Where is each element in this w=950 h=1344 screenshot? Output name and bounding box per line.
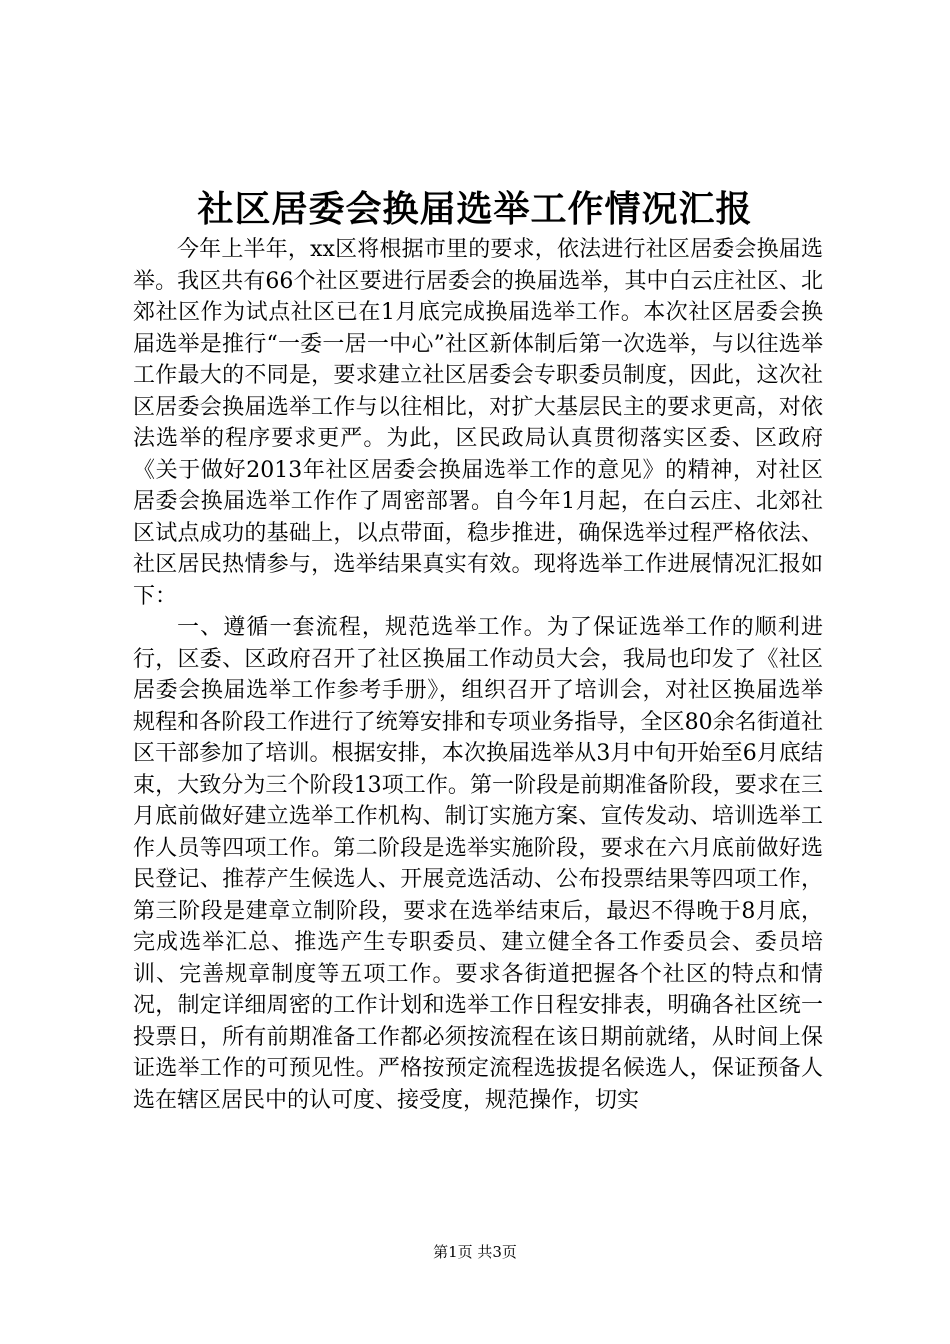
paragraph-section-one: 一、遵循一套流程，规范选举工作。为了保证选举工作的顺利进行，区委、区政府召开了社区换届工作动员大会，我局也印发了《社区居委会换届选举工作参考手册》，组织召开了培训会，对社区换届选举规程和各阶段工作进行了统筹安排和专项业务指导，全区80余名街道社区干部参加了培训。根据安排，本次换届选举从3月中旬开始至6月底结束，大致分为三个阶段13项工作。第一阶段是前期准备阶段，要求在三月底前做好建立选举工作机构、制订实施方案、宣传发动、培训选举工作人员等四项工作。第二阶段是选举实施阶段，要求在六月底前做好选民登记、推荐产生候选人、开展竞选活动、公布投票结果等四项工作，第三阶段是建章立制阶段，要求在选举结束后，最迟不得晚于8月底，完成选举汇总、推选产生专职委员、建立健全各工作委员会、委员培训、完善规章制度等五项工作。要求各街道把握各个社区的特点和情况，制定详细周密的工作计划和选举工作日程安排表，明确各社区统一投票日，所有前期准备工作都必须按流程在该日期前就绪，从时间上保证选举工作的可预见性。严格按预定流程选拔提名候选人，保证预备人选在辖区居民中的认可度、接受度，规范操作，切实 [133,615,823,1113]
document-title: 社区居委会换届选举工作情况汇报 [197,188,753,230]
page-number-footer: 第1页 共3页 [433,1243,517,1261]
paragraph-intro: 今年上半年，xx区将根据市里的要求，依法进行社区居委会换届选举。我区共有66个社区要进行居委会的换届选举，其中白云庄社区、北郊社区作为试点社区已在1月底完成换届选举工作。本次社区居委会换届选举是推行“一委一居一中心”社区新体制后第一次选举，与以往选举工作最大的不同是，要求建立社区居委会专职委员制度，因此，这次社区居委会换届选举工作与以往相比，对扩大基层民主的要求更高，对依法选举的程序要求更严。为此，区民政局认真贯彻落实区委、区政府《关于做好2013年社区居委会换届选举工作的意见》的精神，对社区居委会换届选举工作作了周密部署。自今年1月起，在白云庄、北郊社区试点成功的基础上，以点带面，稳步推进，确保选举过程严格依法、社区居民热情参与，选举结果真实有效。现将选举工作进展情况汇报如下： [133,237,823,609]
document-body [133,234,823,1116]
